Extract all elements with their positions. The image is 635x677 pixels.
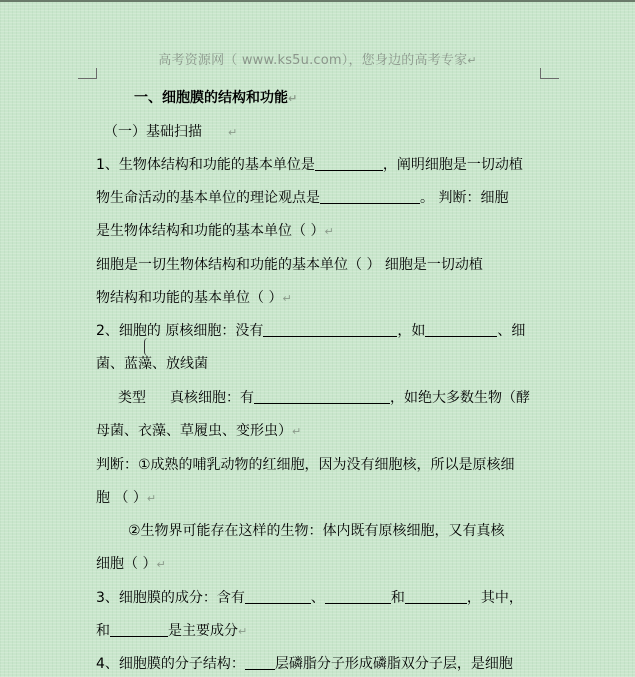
fill-blank — [110, 622, 168, 637]
crop-mark-right-icon — [540, 68, 559, 79]
subheading — [104, 122, 237, 143]
section-heading-text: 一、细胞膜的结构和功能 — [134, 90, 288, 106]
text-run: ，如绝大多数生物（酵 — [390, 390, 530, 406]
text-run: ，如 — [397, 323, 426, 339]
fill-blank — [320, 189, 420, 204]
page-header — [0, 49, 635, 68]
text-run: 物结构和功能的基本单位（ ） — [96, 290, 283, 306]
text-run: 4、细胞膜的分子结构： — [96, 656, 245, 672]
q1-line-1 — [96, 155, 523, 175]
text-run: ，阐明细胞是一切动植 — [382, 157, 523, 173]
text-run: ，其中， — [466, 590, 523, 606]
text-run: 母菌、衣藻、草履虫、变形虫） — [96, 423, 292, 439]
fill-blank — [245, 655, 275, 670]
q3-line-2 — [96, 621, 247, 642]
text-run: 胞 （ ） — [96, 490, 147, 506]
q1-line-4 — [96, 255, 483, 275]
text-run: 层磷脂分子形成磷脂双分子层，是细胞 — [274, 656, 513, 672]
text-run: 3、细胞膜的成分：含有 — [96, 590, 245, 606]
q1-line-3 — [96, 221, 334, 242]
window-top-border — [0, 0, 635, 2]
paragraph-mark-icon: ↵ — [288, 92, 298, 105]
text-run: 是生物体结构和功能的基本单位（ ） — [96, 223, 325, 239]
header-text: 高考资源网（ www.ks5u.com），您身边的高考专家 — [158, 53, 468, 68]
fill-blank — [425, 322, 497, 337]
q2-line-1 — [96, 321, 525, 341]
q4-line-1 — [96, 654, 513, 674]
paragraph-mark-icon: ↵ — [467, 54, 477, 67]
q2-line-2 — [96, 354, 208, 374]
q2-line-3 — [118, 388, 530, 408]
text-run: 菌、蓝藻、放线菌 — [96, 356, 208, 372]
paragraph-mark-icon: ↵ — [146, 492, 157, 505]
crop-mark-left-icon — [78, 68, 97, 79]
text-run: ②生物界可能存在这样的生物：体内既有原核细胞，又有真核 — [128, 523, 505, 539]
subheading-text: （一）基础扫描 — [104, 124, 202, 140]
q2-line-5 — [96, 455, 515, 475]
text-run: 、 — [310, 590, 325, 606]
q2-line-4 — [96, 421, 301, 442]
text-run: 、细 — [497, 323, 526, 339]
text-run: 类型 — [118, 390, 146, 406]
fill-blank — [263, 322, 397, 337]
fill-blank — [405, 589, 467, 604]
paragraph-mark-icon: ↵ — [292, 425, 302, 438]
paragraph-mark-icon: ↵ — [228, 126, 238, 139]
fill-blank — [254, 389, 390, 404]
text-run: 判断：①成熟的哺乳动物的红细胞，因为没有细胞核，所以是原核细 — [96, 457, 515, 473]
text-run: 细胞（ ） — [96, 556, 157, 572]
fill-blank — [245, 589, 311, 604]
paragraph-mark-icon: ↵ — [282, 292, 292, 305]
q2-line-8 — [96, 554, 166, 575]
text-run: 2、细胞的 原核细胞：没有 — [96, 323, 264, 339]
text-run: 是主要成分 — [168, 623, 238, 639]
section-heading — [134, 88, 297, 109]
fill-blank — [315, 156, 383, 171]
q2-line-6 — [96, 488, 156, 509]
paragraph-mark-icon: ↵ — [156, 558, 166, 571]
paragraph-mark-icon: ↵ — [238, 625, 248, 638]
text-run: 真核细胞：有 — [170, 390, 254, 406]
text-run: 和 — [390, 590, 405, 606]
text-run: 物生命活动的基本单位的理论观点是 — [96, 190, 320, 206]
q1-line-2 — [96, 188, 508, 208]
text-run: 细胞是一切生物体结构和功能的基本单位（ ） 细胞是一切动植 — [96, 257, 483, 273]
fill-blank — [325, 589, 391, 604]
q3-line-1 — [96, 588, 523, 608]
text-run: 1、生物体结构和功能的基本单位是 — [96, 157, 315, 173]
text-run: 和 — [96, 623, 110, 639]
q1-line-5 — [96, 288, 292, 309]
text-run: 。 判断：细胞 — [420, 190, 509, 206]
q2-line-7 — [128, 521, 505, 541]
paragraph-mark-icon: ↵ — [324, 225, 334, 238]
